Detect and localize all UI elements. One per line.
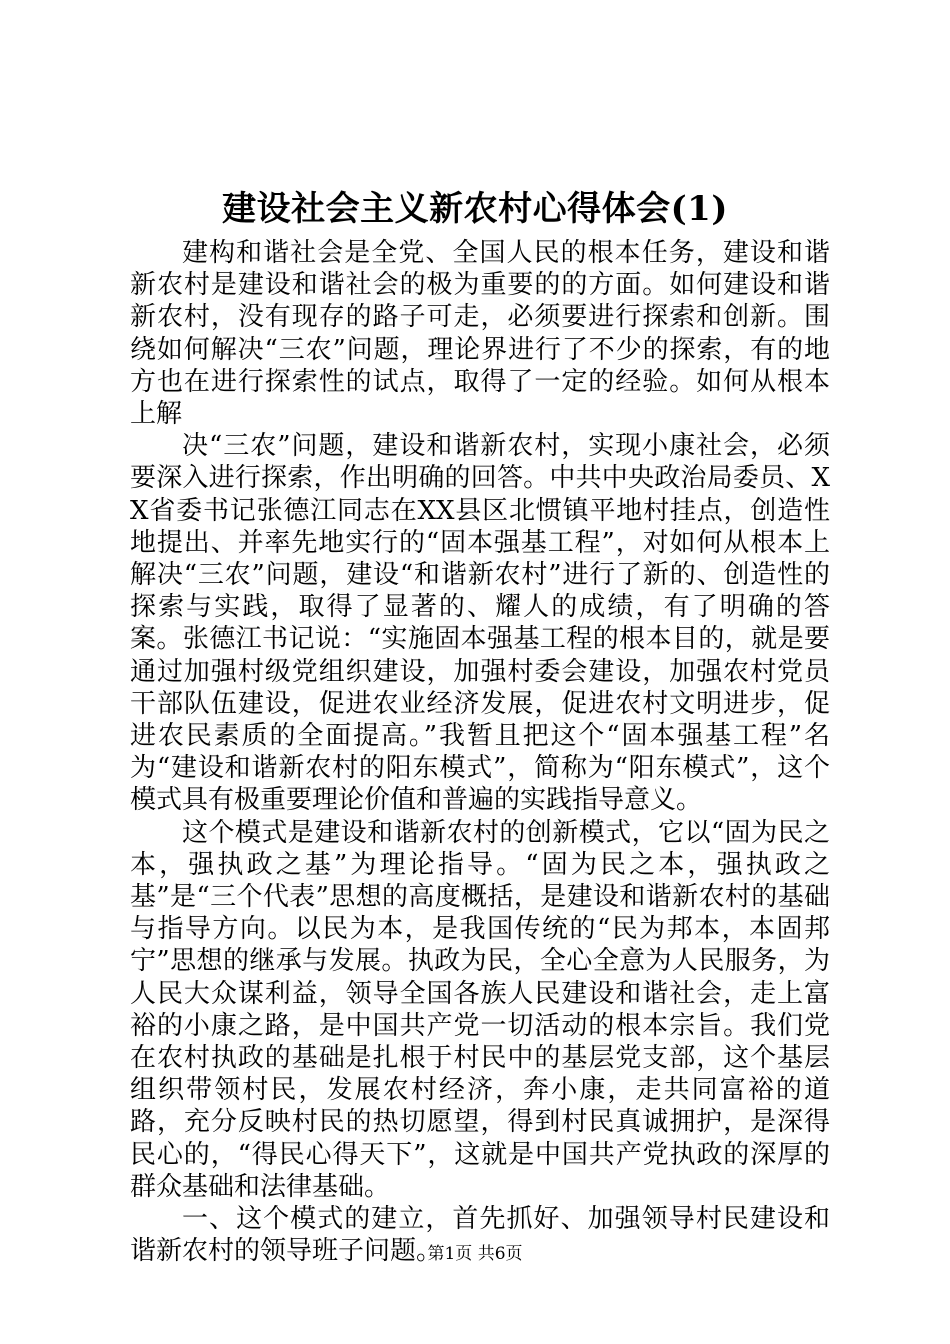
paragraph-1: 建构和谐社会是全党、全国人民的根本任务，建设和谐新农村是建设和谐社会的极为重要的的方面。如何建设和谐新农村，没有现存的路子可走，必须要进行探索和创新。围绕如何解决“三农”问题，理论界进行了不少的探索，有的地方也在进行探索性的试点，取得了一定的经验。如何从根本上解 (130, 238, 830, 430)
document-title: 建设社会主义新农村心得体会(1) (222, 189, 728, 229)
document-body (130, 237, 830, 1268)
page-indicator: 第1页 共6页 (427, 1244, 523, 1264)
paragraph-4: 一、这个模式的建立，首先抓好、加强领导村民建设和谐新农村的领导班子问题。 (130, 1204, 830, 1267)
paragraph-2: 决“三农”问题，建设和谐新农村，实现小康社会，必须要深入进行探索，作出明确的回答。中共中央政治局委员、XX省委书记张德江同志在XX县区北惯镇平地村挂点，创造性地提出、并率先地实行的“固本强基工程”，对如何从根本上解决“三农”问题，建设“和谐新农村”进行了新的、创造性的探索与实践，取得了显著的、耀人的成绩，有了明确的答案。张德江书记说：“实施固本强基工程的根本目的，就是要通过加强村级党组织建设，加强村委会建设，加强农村党员干部队伍建设，促进农业经济发展，促进农村文明进步，促进农民素质的全面提高。”我暂且把这个“固本强基工程”名为“建设和谐新农村的阳东模式”，简称为“阳东模式”，这个模式具有极重要理论价值和普遍的实践指导意义。 (130, 431, 830, 816)
paragraph-3: 这个模式是建设和谐新农村的创新模式，它以“固为民之本，强执政之基”为理论指导。“固为民之本，强执政之基”是“三个代表”思想的高度概括，是建设和谐新农村的基础与指导方向。以民为本，是我国传统的“民为邦本，本固邦宁”思想的继承与发展。执政为民，全心全意为人民服务，为人民大众谋利益，领导全国各族人民建设和谐社会，走上富裕的小康之路，是中国共产党一切活动的根本宗旨。我们党在农村执政的基础是扎根于村民中的基层党支部，这个基层组织带领村民，发展农村经济，奔小康，走共同富裕的道路，充分反映村民的热切愿望，得到村民真诚拥护，是深得民心的，“得民心得天下”，这就是中国共产党执政的深厚的群众基础和法律基础。 (130, 817, 830, 1202)
